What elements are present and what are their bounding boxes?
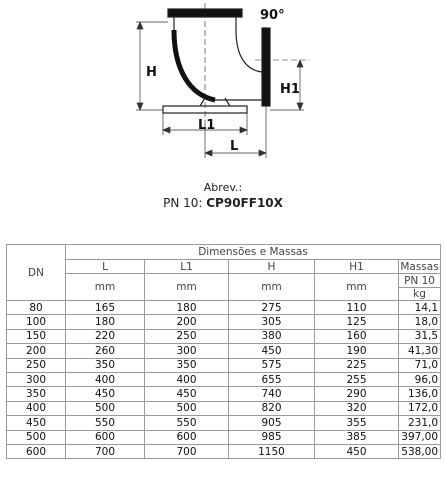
cell-l: 400 [66, 372, 145, 386]
cell-l: 600 [66, 430, 145, 444]
cell-l: 165 [66, 301, 145, 315]
cell-l1: 350 [145, 358, 229, 372]
abbreviation-label: Abrev.: [203, 181, 243, 194]
cell-h: 655 [229, 372, 315, 386]
cell-l1: 180 [145, 301, 229, 315]
table-row [7, 387, 441, 401]
header-massas: Massas [400, 260, 439, 273]
unit-l1: mm [145, 274, 229, 301]
cell-kg: 136,0 [399, 387, 441, 401]
cell-dn: 150 [7, 329, 66, 343]
cell-dn: 300 [7, 372, 66, 386]
cell-kg: 71,0 [399, 358, 441, 372]
header-l1: L1 [145, 260, 229, 274]
cell-dn: 400 [7, 401, 66, 415]
cell-kg: 14,1 [399, 301, 441, 315]
table-row [7, 444, 441, 458]
cell-h: 450 [229, 344, 315, 358]
cell-l1: 550 [145, 416, 229, 430]
cell-h: 305 [229, 315, 315, 329]
cell-dn: 100 [7, 315, 66, 329]
cell-l: 260 [66, 344, 145, 358]
table-row [7, 358, 441, 372]
dimension-h-label: H [146, 65, 157, 80]
cell-h1: 160 [315, 329, 399, 343]
angle-label: 90° [260, 8, 285, 23]
cell-dn: 500 [7, 430, 66, 444]
cell-kg: 172,0 [399, 401, 441, 415]
cell-kg: 41,30 [399, 344, 441, 358]
cell-h: 275 [229, 301, 315, 315]
cell-l: 180 [66, 315, 145, 329]
abbreviation-code-line [0, 196, 446, 210]
cell-h1: 355 [315, 416, 399, 430]
cell-dn: 450 [7, 416, 66, 430]
cell-kg: 231,0 [399, 416, 441, 430]
cell-h1: 385 [315, 430, 399, 444]
unit-h1: mm [315, 274, 399, 301]
cell-h1: 320 [315, 401, 399, 415]
cell-l: 350 [66, 358, 145, 372]
unit-kg: kg [399, 288, 441, 301]
cell-dn: 200 [7, 344, 66, 358]
table-row [7, 315, 441, 329]
header-l: L [66, 260, 145, 274]
header-group-title: Dimensões e Massas [66, 245, 441, 260]
cell-h: 740 [229, 387, 315, 401]
cell-h1: 290 [315, 387, 399, 401]
cell-kg: 397,00 [399, 430, 441, 444]
cell-dn: 600 [7, 444, 66, 458]
dimension-l1-label: L1 [198, 118, 216, 133]
cell-l1: 500 [145, 401, 229, 415]
cell-h: 820 [229, 401, 315, 415]
cell-l1: 450 [145, 387, 229, 401]
cell-l1: 250 [145, 329, 229, 343]
pn-prefix: PN 10: [163, 196, 203, 210]
table-row [7, 430, 441, 444]
cell-h1: 225 [315, 358, 399, 372]
cell-l1: 700 [145, 444, 229, 458]
dimensions-table [6, 244, 441, 459]
cell-l1: 400 [145, 372, 229, 386]
cell-dn: 250 [7, 358, 66, 372]
cell-h: 905 [229, 416, 315, 430]
bend-technical-drawing [0, 0, 446, 170]
cell-h: 1150 [229, 444, 315, 458]
cell-h: 575 [229, 358, 315, 372]
cell-l: 550 [66, 416, 145, 430]
unit-l: mm [66, 274, 145, 301]
cell-h1: 125 [315, 315, 399, 329]
header-h: H [229, 260, 315, 274]
cell-h1: 450 [315, 444, 399, 458]
table-row [7, 401, 441, 415]
cell-kg: 96,0 [399, 372, 441, 386]
cell-l: 450 [66, 387, 145, 401]
cell-l1: 200 [145, 315, 229, 329]
header-pn: PN 10 [399, 274, 441, 288]
header-h1: H1 [315, 260, 399, 274]
table-row [7, 329, 441, 343]
cell-h1: 255 [315, 372, 399, 386]
cell-l: 500 [66, 401, 145, 415]
unit-h: mm [229, 274, 315, 301]
cell-kg: 18,0 [399, 315, 441, 329]
cell-h: 380 [229, 329, 315, 343]
table-row [7, 301, 441, 315]
dimension-l-label: L [230, 139, 239, 154]
cell-dn: 350 [7, 387, 66, 401]
table-row [7, 416, 441, 430]
cell-l: 220 [66, 329, 145, 343]
cell-h: 985 [229, 430, 315, 444]
dimension-h1-label: H1 [280, 82, 300, 97]
cell-l: 700 [66, 444, 145, 458]
cell-dn: 80 [7, 301, 66, 315]
product-code: CP90FF10X [206, 196, 283, 210]
cell-kg: 538,00 [399, 444, 441, 458]
cell-l1: 600 [145, 430, 229, 444]
header-dn: DN [7, 245, 66, 301]
cell-h1: 190 [315, 344, 399, 358]
cell-l1: 300 [145, 344, 229, 358]
cell-kg: 31,5 [399, 329, 441, 343]
cell-h1: 110 [315, 301, 399, 315]
table-row [7, 372, 441, 386]
table-row [7, 344, 441, 358]
